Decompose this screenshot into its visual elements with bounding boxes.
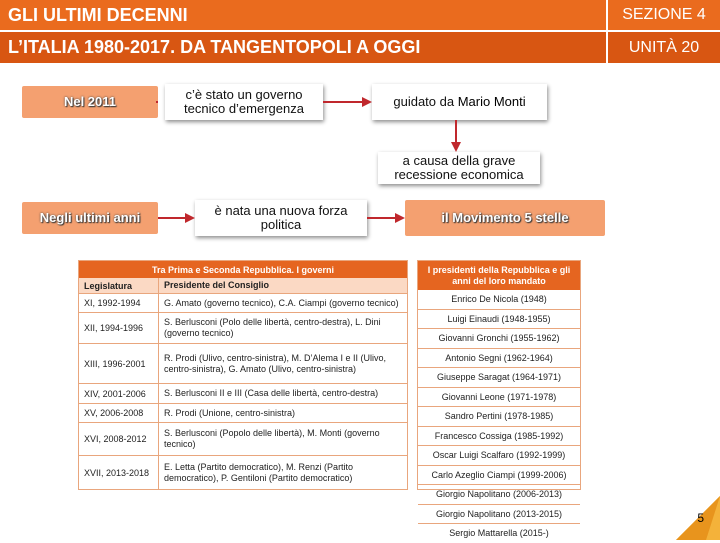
presidents-table-title: I presidenti della Repubblica e gli anni del loro mandato xyxy=(418,261,580,290)
table-row xyxy=(79,313,407,344)
row-presidente: S. Berlusconi (Popolo delle libertà), M. Monti (governo tecnico) xyxy=(164,428,380,449)
president-row: Giovanni Leone (1971-1978) xyxy=(418,388,580,408)
recession-text: a causa della grave recessione economica xyxy=(394,153,524,182)
year-2011-label: Nel 2011 xyxy=(63,94,117,109)
movimento-5-stelle-text: il Movimento 5 stelle xyxy=(441,210,569,225)
governments-table xyxy=(78,260,408,490)
president-row: Carlo Azeglio Ciampi (1999-2006) xyxy=(418,466,580,486)
technical-government-text: c’è stato un governo tecnico d’emergenza xyxy=(184,87,304,116)
chapter-title: GLI ULTIMI DECENNI xyxy=(0,0,606,30)
row-presidente: R. Prodi (Ulivo, centro-sinistra), M. D’Alema I e II (Ulivo, centro-sinistra), G. Amato (Ulivo, centro-sinistra) xyxy=(164,352,387,374)
row-presidente: S. Berlusconi (Polo delle libertà, centro-destra), L. Dini (governo tecnico) xyxy=(164,317,381,338)
section-label: SEZIONE 4 xyxy=(608,0,720,30)
col-legislatura: Legislatura xyxy=(79,278,159,293)
president-row: Luigi Einaudi (1948-1955) xyxy=(418,310,580,330)
president-row: Enrico De Nicola (1948) xyxy=(418,290,580,310)
arrow-head-4 xyxy=(185,213,195,223)
president-row: Giovanni Gronchi (1955-1962) xyxy=(418,329,580,349)
flow-arrows xyxy=(0,0,720,260)
row-legislatura: XVI, 2008-2012 xyxy=(79,423,159,455)
president-row: Sergio Mattarella (2015-) xyxy=(449,528,549,539)
row-legislatura: XV, 2006-2008 xyxy=(79,404,159,422)
governments-table-title: Tra Prima e Seconda Repubblica. I governi xyxy=(79,261,407,278)
row-legislatura: XI, 1992-1994 xyxy=(79,294,159,312)
president-row: Sandro Pertini (1978-1985) xyxy=(418,407,580,427)
table-row xyxy=(79,456,407,489)
president-row: Giuseppe Saragat (1964-1971) xyxy=(418,368,580,388)
row-presidente: S. Berlusconi II e III (Casa delle libertà, centro-destra) xyxy=(164,388,379,398)
table-row xyxy=(79,404,407,423)
president-row: Giorgio Napolitano (2006-2013) xyxy=(418,485,580,505)
page-number: 5 xyxy=(697,511,704,525)
governments-table-header xyxy=(79,278,407,294)
mario-monti-text: guidato da Mario Monti xyxy=(393,94,526,109)
row-presidente: R. Prodi (Unione, centro-sinistra) xyxy=(164,407,296,418)
row-presidente: E. Letta (Partito democratico), M. Renzi (Partito democratico), P. Gentiloni (Partito democratico) xyxy=(164,461,354,483)
row-legislatura: XIII, 1996-2001 xyxy=(79,344,159,383)
unit-label: UNITÀ 20 xyxy=(608,32,720,63)
row-legislatura: XII, 1994-1996 xyxy=(79,313,159,343)
president-row: Oscar Luigi Scalfaro (1992-1999) xyxy=(418,446,580,466)
row-legislatura: XVII, 2013-2018 xyxy=(79,456,159,489)
arrow-head-3 xyxy=(451,142,461,152)
president-row: Giorgio Napolitano (2013-2015) xyxy=(418,505,580,525)
table-row xyxy=(79,294,407,313)
row-presidente: G. Amato (governo tecnico), C.A. Ciampi (governo tecnico) xyxy=(164,297,399,308)
new-political-force-text: è nata una nuova forza politica xyxy=(214,203,348,232)
arrow-head-2 xyxy=(362,97,372,107)
president-row: Francesco Cossiga (1985-1992) xyxy=(418,427,580,447)
recent-years-label: Negli ultimi anni xyxy=(39,210,141,225)
table-row xyxy=(79,384,407,404)
president-row: Antonio Segni (1962-1964) xyxy=(418,349,580,369)
table-row xyxy=(79,423,407,456)
arrow-head-5 xyxy=(395,213,405,223)
col-presidente: Presidente del Consiglio xyxy=(164,280,270,290)
presidents-table xyxy=(417,260,581,539)
table-row xyxy=(79,344,407,384)
unit-title: L’ITALIA 1980-2017. DA TANGENTOPOLI A OGGI xyxy=(0,32,606,63)
row-legislatura: XIV, 2001-2006 xyxy=(79,384,159,403)
